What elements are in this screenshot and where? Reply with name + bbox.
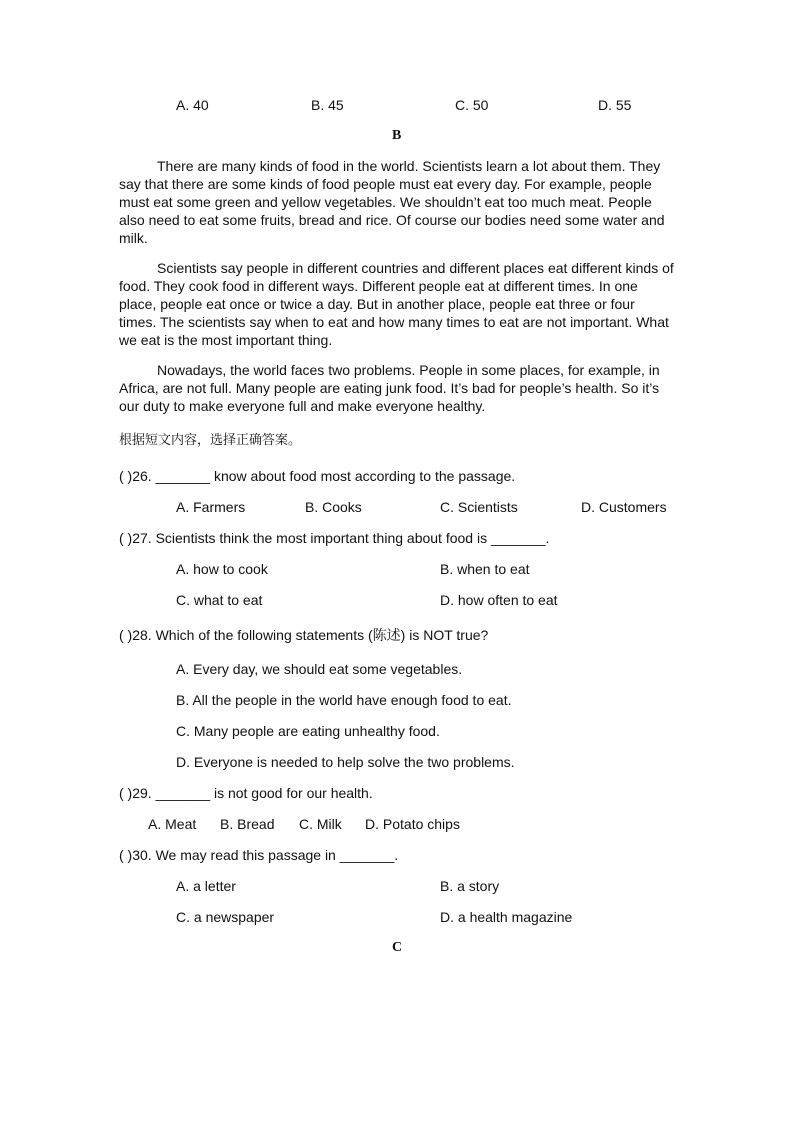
q30-option-a: A. a letter bbox=[176, 878, 236, 894]
section-c-heading: C bbox=[392, 940, 403, 955]
passage-paragraph-1: There are many kinds of food in the world. Scientists learn a lot about them. They say that there are some kinds of food people must eat every day. For example, people must eat some green and yellow vegetables. We shouldn’t eat too much meat. People also need to eat some fruits, bread and rice. Of course our bodies need some water and milk. bbox=[119, 158, 665, 246]
prev-option-c: C. 50 bbox=[455, 97, 489, 113]
section-b-heading: B bbox=[392, 128, 402, 143]
prev-option-a: A. 40 bbox=[176, 97, 209, 113]
passage-paragraph-3: Nowadays, the world faces two problems. People in some places, for example, in Africa, are not full. Many people are eating junk food. It’s bad for people’s health. So it’s our duty to make everyone full and make everyone healthy. bbox=[119, 362, 660, 414]
q28-option-d: D. Everyone is needed to help solve the two problems. bbox=[176, 754, 515, 770]
q28-option-a: A. Every day, we should eat some vegetables. bbox=[176, 661, 463, 677]
question-29-stem: ( )29. _______ is not good for our health. bbox=[119, 785, 373, 801]
question-30-stem: ( )30. We may read this passage in _______. bbox=[119, 847, 399, 863]
q28-option-b: B. All the people in the world have enough food to eat. bbox=[176, 692, 512, 708]
question-28-stem: ( )28. Which of the following statements (陈述) is NOT true? bbox=[119, 627, 489, 643]
prev-option-d: D. 55 bbox=[598, 97, 632, 113]
question-27-stem: ( )27. Scientists think the most important thing about food is _______. bbox=[119, 530, 550, 546]
q26-option-d: D. Customers bbox=[581, 499, 667, 515]
q26-option-a: A. Farmers bbox=[176, 499, 246, 515]
question-26-stem: ( )26. _______ know about food most according to the passage. bbox=[119, 468, 516, 484]
q28-option-c: C. Many people are eating unhealthy food. bbox=[176, 723, 440, 739]
q29-option-c: C. Milk bbox=[299, 816, 342, 832]
q27-option-c: C. what to eat bbox=[176, 592, 263, 608]
q26-option-b: B. Cooks bbox=[305, 499, 362, 515]
q27-option-b: B. when to eat bbox=[440, 561, 530, 577]
prev-option-b: B. 45 bbox=[311, 97, 344, 113]
q27-option-d: D. how often to eat bbox=[440, 592, 558, 608]
q26-option-c: C. Scientists bbox=[440, 499, 518, 515]
q29-option-d: D. Potato chips bbox=[365, 816, 460, 832]
instruction-text: 根据短文内容，选择正确答案。 bbox=[119, 433, 302, 448]
q29-option-a: A. Meat bbox=[148, 816, 197, 832]
q30-option-c: C. a newspaper bbox=[176, 909, 275, 925]
q30-option-d: D. a health magazine bbox=[440, 909, 573, 925]
q29-option-b: B. Bread bbox=[220, 816, 275, 832]
q27-option-a: A. how to cook bbox=[176, 561, 268, 577]
q30-option-b: B. a story bbox=[440, 878, 500, 894]
passage-paragraph-2: Scientists say people in different countries and different places eat different kinds of food. They cook food in different ways. Different people eat at different times. In one place, people eat once or twice a day. But in another place, people eat three or four times. The scientists say when to eat and how many times to eat are not important. What we eat is the most important thing. bbox=[119, 260, 674, 348]
